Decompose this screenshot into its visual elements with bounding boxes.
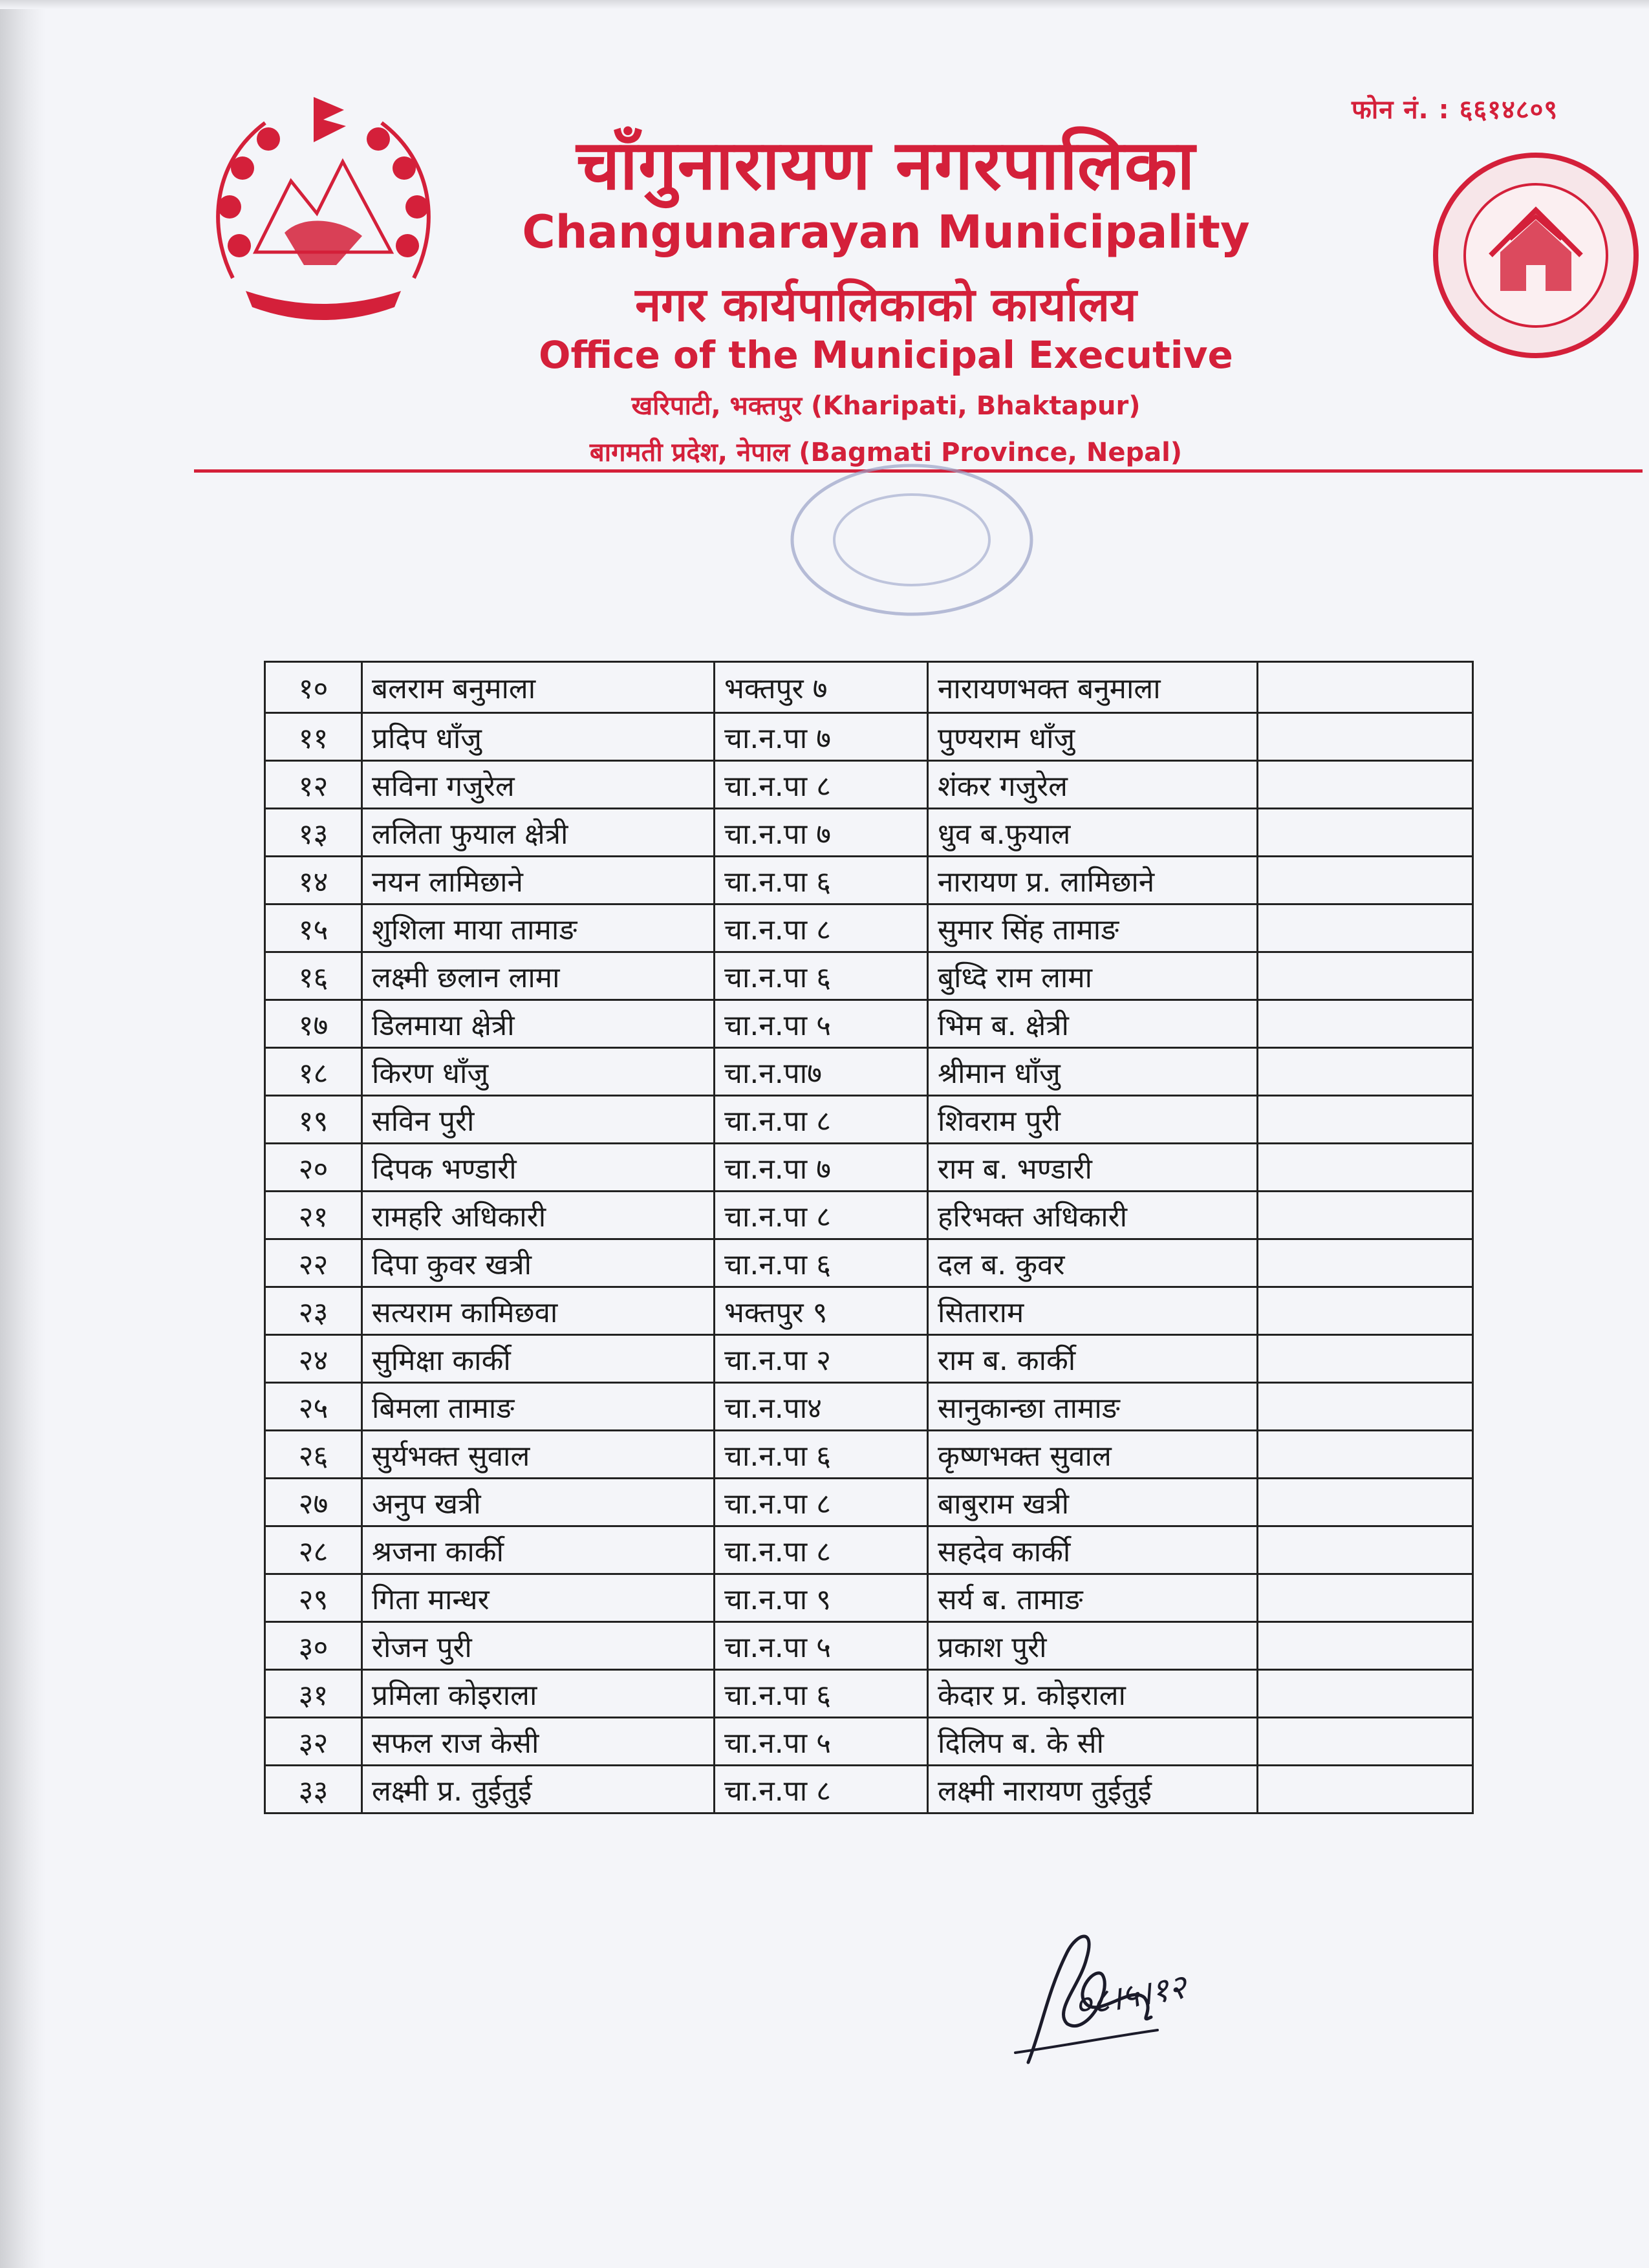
address-cell: चा.न.पा४ [715, 1383, 928, 1431]
address-cell: चा.न.पा ५ [715, 1718, 928, 1766]
signature-date: ०८।५।१२ [1071, 1967, 1189, 2026]
guardian-name-cell: सहदेव कार्की [928, 1526, 1258, 1574]
remark-cell [1258, 1622, 1473, 1670]
address-cell: चा.न.पा ८ [715, 1096, 928, 1144]
guardian-name-cell: शंकर गजुरेल [928, 761, 1258, 809]
guardian-name-cell: दिलिप ब. के सी [928, 1718, 1258, 1766]
office-name-nepali: नगर कार्यपालिकाको कार्यालय [635, 277, 1137, 332]
table-row [265, 1574, 1473, 1622]
table-row [265, 662, 1473, 713]
address-cell: चा.न.पा २ [715, 1335, 928, 1383]
address-cell: चा.न.पा ८ [715, 1526, 928, 1574]
name-cell: नयन लामिछाने [362, 857, 715, 904]
remark-cell [1258, 1192, 1473, 1239]
guardian-name-cell: नारायण प्र. लामिछाने [928, 857, 1258, 904]
serial-number-cell: २१ [265, 1192, 362, 1239]
remark-cell [1258, 1766, 1473, 1813]
address-cell: चा.न.पा७ [715, 1048, 928, 1096]
serial-number-cell: २५ [265, 1383, 362, 1431]
table-row [265, 1287, 1473, 1335]
name-cell: लक्ष्मी प्र. तुईतुई [362, 1766, 715, 1813]
guardian-name-cell: नारायणभक्त बनुमाला [928, 662, 1258, 713]
address-cell: चा.न.पा ८ [715, 904, 928, 952]
name-cell: डिलमाया क्षेत्री [362, 1000, 715, 1048]
serial-number-cell: ११ [265, 713, 362, 761]
name-cell: प्रमिला कोइराला [362, 1670, 715, 1718]
name-cell: बलराम बनुमाला [362, 662, 715, 713]
name-cell: सफल राज केसी [362, 1718, 715, 1766]
serial-number-cell: २३ [265, 1287, 362, 1335]
name-cell: श्रजना कार्की [362, 1526, 715, 1574]
remark-cell [1258, 713, 1473, 761]
name-cell: दिपा कुवर खत्री [362, 1239, 715, 1287]
table-row [265, 1144, 1473, 1192]
address-cell: चा.न.पा ६ [715, 1670, 928, 1718]
table-row [265, 1766, 1473, 1813]
name-cell: शुशिला माया तामाङ [362, 904, 715, 952]
remark-cell [1258, 1335, 1473, 1383]
address-cell: चा.न.पा ५ [715, 1622, 928, 1670]
guardian-name-cell: सर्य ब. तामाङ [928, 1574, 1258, 1622]
address-cell: चा.न.पा ६ [715, 1431, 928, 1479]
serial-number-cell: १२ [265, 761, 362, 809]
table-row [265, 1192, 1473, 1239]
name-cell: रामहरि अधिकारी [362, 1192, 715, 1239]
municipality-seal-icon [1429, 149, 1643, 362]
remark-cell [1258, 1479, 1473, 1526]
phone-number: फोन नं. : ६६१४८०९ [1352, 95, 1558, 125]
name-cell: सविना गजुरेल [362, 761, 715, 809]
remark-cell [1258, 1718, 1473, 1766]
serial-number-cell: २० [265, 1144, 362, 1192]
table-row [265, 1383, 1473, 1431]
address-cell: चा.न.पा ७ [715, 809, 928, 857]
remark-cell [1258, 1144, 1473, 1192]
remark-cell [1258, 1670, 1473, 1718]
remark-cell [1258, 952, 1473, 1000]
address-cell: चा.न.पा ८ [715, 761, 928, 809]
office-name-english: Office of the Municipal Executive [539, 333, 1233, 377]
name-cell: प्रदिप धाँजु [362, 713, 715, 761]
guardian-name-cell: बाबुराम खत्री [928, 1479, 1258, 1526]
remark-cell [1258, 1526, 1473, 1574]
scan-edge-shadow [0, 0, 45, 2268]
name-cell: सुमिक्षा कार्की [362, 1335, 715, 1383]
name-cell: किरण धाँजु [362, 1048, 715, 1096]
remark-cell [1258, 1574, 1473, 1622]
table-row [265, 1048, 1473, 1096]
table-row [265, 1479, 1473, 1526]
scan-top-edge [0, 0, 1649, 9]
guardian-name-cell: पुण्यराम धाँजु [928, 713, 1258, 761]
address-line-1: खरिपाटी, भक्तपुर (Kharipati, Bhaktapur) [631, 391, 1141, 421]
name-cell: गिता मान्धर [362, 1574, 715, 1622]
address-cell: चा.न.पा ७ [715, 713, 928, 761]
guardian-name-cell: बुध्दि राम लामा [928, 952, 1258, 1000]
serial-number-cell: ३२ [265, 1718, 362, 1766]
remark-cell [1258, 809, 1473, 857]
guardian-name-cell: सिताराम [928, 1287, 1258, 1335]
remark-cell [1258, 1096, 1473, 1144]
guardian-name-cell: सुमार सिंह तामाङ [928, 904, 1258, 952]
table-row [265, 952, 1473, 1000]
address-cell: चा.न.पा ६ [715, 952, 928, 1000]
guardian-name-cell: सानुकान्छा तामाङ [928, 1383, 1258, 1431]
serial-number-cell: ३३ [265, 1766, 362, 1813]
address-cell: चा.न.पा ९ [715, 1574, 928, 1622]
address-cell: चा.न.पा ६ [715, 1239, 928, 1287]
serial-number-cell: २४ [265, 1335, 362, 1383]
table-row [265, 713, 1473, 761]
office-stamp-icon [782, 456, 1041, 624]
serial-number-cell: ३० [265, 1622, 362, 1670]
table-row [265, 1431, 1473, 1479]
serial-number-cell: १७ [265, 1000, 362, 1048]
table-row [265, 1670, 1473, 1718]
guardian-name-cell: धुव ब.फुयाल [928, 809, 1258, 857]
remark-cell [1258, 1239, 1473, 1287]
name-cell: सत्यराम कामिछवा [362, 1287, 715, 1335]
name-cell: सविन पुरी [362, 1096, 715, 1144]
table-row [265, 809, 1473, 857]
name-cell: बिमला तामाङ [362, 1383, 715, 1431]
remark-cell [1258, 1383, 1473, 1431]
table-row [265, 1239, 1473, 1287]
serial-number-cell: १० [265, 662, 362, 713]
remark-cell [1258, 1431, 1473, 1479]
guardian-name-cell: प्रकाश पुरी [928, 1622, 1258, 1670]
serial-number-cell: १८ [265, 1048, 362, 1096]
guardian-name-cell: लक्ष्मी नारायण तुईतुई [928, 1766, 1258, 1813]
address-cell: चा.न.पा ८ [715, 1766, 928, 1813]
guardian-name-cell: राम ब. भण्डारी [928, 1144, 1258, 1192]
address-cell: भक्तपुर ७ [715, 662, 928, 713]
remark-cell [1258, 662, 1473, 713]
address-cell: चा.न.पा ५ [715, 1000, 928, 1048]
guardian-name-cell: शिवराम पुरी [928, 1096, 1258, 1144]
guardian-name-cell: हरिभक्त अधिकारी [928, 1192, 1258, 1239]
guardian-name-cell: राम ब. कार्की [928, 1335, 1258, 1383]
table-body [265, 662, 1473, 1813]
serial-number-cell: ३१ [265, 1670, 362, 1718]
remark-cell [1258, 904, 1473, 952]
remark-cell [1258, 761, 1473, 809]
name-cell: अनुप खत्री [362, 1479, 715, 1526]
remark-cell [1258, 1048, 1473, 1096]
beneficiary-table [264, 661, 1474, 1814]
serial-number-cell: २९ [265, 1574, 362, 1622]
table-row [265, 1718, 1473, 1766]
address-cell: चा.न.पा ८ [715, 1192, 928, 1239]
address-cell: भक्तपुर ९ [715, 1287, 928, 1335]
guardian-name-cell: कृष्णभक्त सुवाल [928, 1431, 1258, 1479]
municipality-name-english: Changunarayan Municipality [522, 206, 1250, 259]
remark-cell [1258, 1000, 1473, 1048]
address-cell: चा.न.पा ८ [715, 1479, 928, 1526]
serial-number-cell: १९ [265, 1096, 362, 1144]
serial-number-cell: २६ [265, 1431, 362, 1479]
municipality-name-nepali: चाँगुनारायण नगरपालिका [576, 125, 1196, 205]
name-cell: लक्ष्मी छलान लामा [362, 952, 715, 1000]
serial-number-cell: १६ [265, 952, 362, 1000]
guardian-name-cell: श्रीमान धाँजु [928, 1048, 1258, 1096]
table-row [265, 1000, 1473, 1048]
table-row [265, 761, 1473, 809]
serial-number-cell: २७ [265, 1479, 362, 1526]
serial-number-cell: १४ [265, 857, 362, 904]
address-line-2: बागमती प्रदेश, नेपाल (Bagmati Province, Nepal) [589, 438, 1183, 467]
serial-number-cell: २८ [265, 1526, 362, 1574]
address-cell: चा.न.पा ६ [715, 857, 928, 904]
remark-cell [1258, 1287, 1473, 1335]
table-row [265, 904, 1473, 952]
remark-cell [1258, 857, 1473, 904]
table-row [265, 1335, 1473, 1383]
table-row [265, 857, 1473, 904]
table-row [265, 1622, 1473, 1670]
name-cell: ललिता फुयाल क्षेत्री [362, 809, 715, 857]
serial-number-cell: २२ [265, 1239, 362, 1287]
name-cell: दिपक भण्डारी [362, 1144, 715, 1192]
guardian-name-cell: दल ब. कुवर [928, 1239, 1258, 1287]
name-cell: सुर्यभक्त सुवाल [362, 1431, 715, 1479]
address-cell: चा.न.पा ७ [715, 1144, 928, 1192]
table-row [265, 1096, 1473, 1144]
guardian-name-cell: केदार प्र. कोइराला [928, 1670, 1258, 1718]
name-cell: रोजन पुरी [362, 1622, 715, 1670]
guardian-name-cell: भिम ब. क्षेत्री [928, 1000, 1258, 1048]
table-row [265, 1526, 1473, 1574]
serial-number-cell: १५ [265, 904, 362, 952]
serial-number-cell: १३ [265, 809, 362, 857]
